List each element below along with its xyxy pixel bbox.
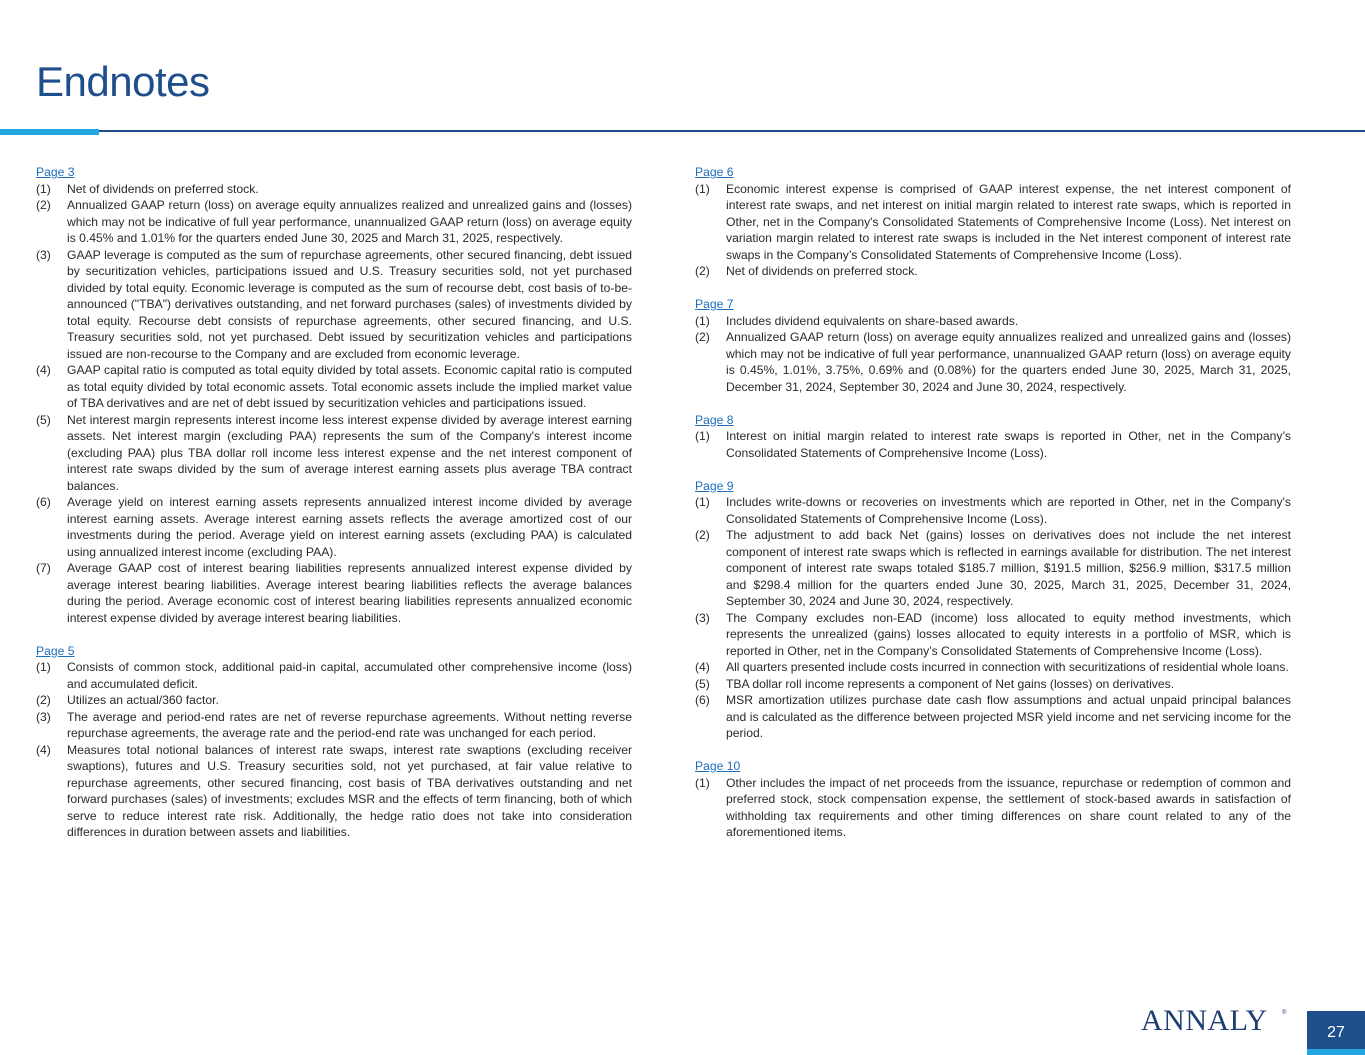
endnote-number: (5): [695, 676, 710, 691]
endnote-text: Consists of common stock, additional paid-in capital, accumulated other comprehensive income (loss) and accumulated deficit.: [67, 660, 632, 691]
endnote-item: [695, 527, 1291, 610]
endnote-text: Includes dividend equivalents on share-based awards.: [726, 313, 1019, 328]
endnote-number: (1): [695, 495, 710, 509]
endnote-text: Annualized GAAP return (loss) on average equity annualizes realized and unrealized gains and (losses) which may not be indicative of full year performance, unannualized GAAP return (loss) on average equity is 0.45%, 1.01%, 3.75%, 0.69% and (0.08%) for the quarters ended June 30, 2025, March 31, 2025, December 31, 2024, September 30, 2024 and June 30, 2024, respectively.: [726, 330, 1291, 394]
registered-mark: ®: [1282, 1010, 1287, 1016]
endnote-number: (3): [36, 247, 51, 262]
page-number: 27: [1307, 1011, 1365, 1055]
title-divider: [0, 130, 1365, 132]
endnote-item: [695, 494, 1291, 527]
endnote-text: All quarters presented include costs incurred in connection with securitizations of residential whole loans.: [726, 660, 1289, 674]
endnote-number: (2): [695, 264, 710, 278]
endnote-text: Includes write-downs or recoveries on investments which are reported in Other, net in the Company's Consolidated Statements of Comprehensive Income (Loss).: [726, 495, 1291, 526]
endnote-number: (6): [695, 693, 710, 707]
endnote-text: Economic interest expense is comprised of GAAP interest expense, the net interest component of interest rate swaps, and net interest on initial margin related to interest rate swaps, which is reported in Other, net in the Company's Consolidated Statements of Comprehensive Income (Loss). Net interest on variation margin related to interest rate swaps is included in the Net interest component of interest rate swaps in the Company’s Consolidated Statements of Comprehensive Income (Loss).: [726, 181, 1291, 262]
endnote-item: [695, 329, 1291, 395]
page-reference-link[interactable]: Page 10: [695, 759, 741, 773]
page-title: Endnotes: [36, 58, 210, 105]
endnote-item: [695, 181, 1291, 264]
endnote-item: [36, 659, 632, 692]
endnote-item: [695, 692, 1291, 742]
endnotes-left-column: [36, 164, 632, 857]
endnote-section: [36, 164, 632, 626]
endnote-section: [695, 164, 1291, 280]
endnote-item: [36, 181, 632, 198]
endnote-number: (7): [36, 561, 51, 575]
endnote-item: [695, 610, 1291, 660]
endnote-number: (1): [36, 181, 51, 196]
endnote-item: [36, 692, 632, 709]
endnote-item: [36, 362, 632, 412]
endnote-number: (1): [695, 313, 710, 328]
endnotes-right-column: [695, 164, 1291, 857]
endnote-number: (3): [695, 610, 710, 625]
endnote-number: (4): [36, 363, 51, 377]
endnote-text: TBA dollar roll income represents a component of Net gains (losses) on derivatives.: [726, 676, 1175, 691]
endnote-item: [695, 263, 1291, 280]
endnote-text: Interest on initial margin related to interest rate swaps is reported in Other, net in the Company’s Consolidated Statements of Comprehensive Income (Loss).: [726, 429, 1291, 460]
endnote-number: (1): [695, 429, 710, 443]
endnote-item: [36, 494, 632, 560]
endnote-section: [36, 643, 632, 841]
endnote-text: GAAP capital ratio is computed as total equity divided by total assets. Economic capital ratio is computed as total equity divided by total economic assets. Total economic assets include the implied market value of TBA derivatives and are net of debt issued by securitization vehicles and participations issued.: [67, 363, 632, 410]
endnote-number: (2): [36, 198, 51, 212]
endnote-item: [36, 247, 632, 363]
endnote-text: Other includes the impact of net proceeds from the issuance, repurchase or redemption of common and preferred stock, stock compensation expense, the settlement of stock-based awards in satisfaction of withholding tax requirements and other timing differences on share count related to any of the aforementioned items.: [726, 775, 1291, 839]
endnote-number: (6): [36, 495, 51, 509]
endnote-number: (1): [36, 660, 51, 674]
title-divider-accent: [0, 129, 99, 135]
endnote-item: [695, 659, 1291, 676]
endnote-item: [36, 560, 632, 626]
endnote-item: [695, 775, 1291, 841]
annaly-logo: ANNALY: [1141, 1004, 1268, 1037]
endnote-number: (5): [36, 412, 51, 427]
endnote-item: [36, 742, 632, 841]
endnote-text: The adjustment to add back Net (gains) losses on derivatives does not include the net interest component of interest rate swaps which is reflected in earnings available for distribution. The net interest component of interest rate swaps totaled $185.7 million, $191.5 million, $256.9 million, $317.5 million and $298.4 million for the quarters ended June 30, 2025, March 31, 2025, December 31, 2024, September 30, 2024 and June 30, 2024, respectively.: [726, 528, 1291, 608]
endnote-item: [695, 313, 1291, 330]
endnote-text: The average and period-end rates are net of reverse repurchase agreements. Without netting reverse repurchase agreements, the average rate and the period-end rate was unchanged for each period.: [67, 709, 632, 740]
endnote-section: [695, 758, 1291, 841]
endnote-number: (1): [695, 775, 710, 790]
page-reference-link[interactable]: Page 9: [695, 478, 734, 493]
endnote-number: (3): [36, 709, 51, 724]
endnote-text: GAAP leverage is computed as the sum of repurchase agreements, other secured financing, debt issued by securitization vehicles, participations issued and U.S. Treasury securities sold, not yet purchased divided by total equity. Economic leverage is computed as the sum of recourse debt, cost basis of to-be-announced ("TBA") derivatives outstanding, and net forward purchases (sales) of investments divided by total equity. Recourse debt consists of repurchase agreements, other secured financing, and U.S. Treasury securities sold, not yet purchased. Debt issued by securitization vehicles and participations issued are non-recourse to the Company and are excluded from economic leverage.: [67, 247, 632, 361]
endnote-item: [695, 428, 1291, 461]
endnote-number: (4): [695, 660, 710, 674]
endnote-text: Net of dividends on preferred stock.: [726, 264, 918, 278]
endnote-text: Net of dividends on preferred stock.: [67, 181, 259, 196]
endnote-text: MSR amortization utilizes purchase date cash flow assumptions and actual unpaid principal balances and is calculated as the difference between projected MSR yield income and net servicing income for the period.: [726, 693, 1291, 740]
endnote-section: [695, 296, 1291, 395]
endnote-text: Net interest margin represents interest income less interest expense divided by average interest earning assets. Net interest margin (excluding PAA) represents the sum of the Company's interest income (excluding PAA) plus TBA dollar roll income less interest expense and the net interest component of interest rate swaps divided by the sum of average interest earning assets plus average TBA contract balances.: [67, 412, 632, 493]
endnote-number: (1): [695, 181, 710, 196]
page-reference-link[interactable]: Page 5: [36, 643, 75, 658]
page-number-accent: [1307, 1049, 1365, 1055]
page-reference-link[interactable]: Page 7: [695, 297, 734, 311]
endnote-item: [36, 709, 632, 742]
endnote-text: Measures total notional balances of interest rate swaps, interest rate swaptions (excluding receiver swaptions), futures and U.S. Treasury securities sold, not yet purchased, at fair value relative to repurchase agreements, other secured financing, cost basis of TBA derivatives outstanding and net forward purchases (sales) of investments; excludes MSR and the effects of term financing, both of which serve to reduce interest rate risk. Additionally, the hedge ratio does not take into consideration differences in duration between assets and liabilities.: [67, 742, 632, 839]
endnote-item: [36, 412, 632, 495]
endnote-section: [695, 478, 1291, 742]
page-reference-link[interactable]: Page 6: [695, 165, 734, 179]
page-reference-link[interactable]: Page 8: [695, 412, 734, 427]
endnote-text: Average GAAP cost of interest bearing liabilities represents annualized interest expense divided by average interest bearing liabilities. Average interest bearing liabilities reflects the average balances during the period. Average economic cost of interest bearing liabilities represents annualized economic interest expense divided by average interest bearing liabilities.: [67, 561, 632, 625]
page-reference-link[interactable]: Page 3: [36, 165, 75, 179]
endnote-text: Annualized GAAP return (loss) on average equity annualizes realized and unrealized gains and (losses) which may not be indicative of full year performance, unannualized GAAP return (loss) on average equity is 0.45% and 1.01% for the quarters ended June 30, 2025 and March 31, 2025, respectively.: [67, 198, 632, 245]
endnote-text: The Company excludes non-EAD (income) loss allocated to equity method investments, which represents the unrealized (gains) losses allocated to equity interests in a portfolio of MSR, which is reported in Other, net in the Company’s Consolidated Statements of Comprehensive Income (Loss).: [726, 610, 1291, 658]
endnote-item: [36, 197, 632, 247]
endnote-number: (2): [36, 693, 51, 707]
endnote-text: Utilizes an actual/360 factor.: [67, 693, 219, 707]
endnote-number: (2): [695, 528, 710, 542]
endnote-section: [695, 412, 1291, 462]
endnote-item: [695, 676, 1291, 693]
endnote-text: Average yield on interest earning assets represents annualized interest income divided by average interest earning assets. Average interest earning assets reflects the average amortized cost of our investments during the period. Average yield on interest earning assets (excluding PAA) is calculated using annualized interest income (excluding PAA).: [67, 495, 632, 559]
endnote-number: (4): [36, 742, 51, 757]
endnote-number: (2): [695, 330, 710, 344]
